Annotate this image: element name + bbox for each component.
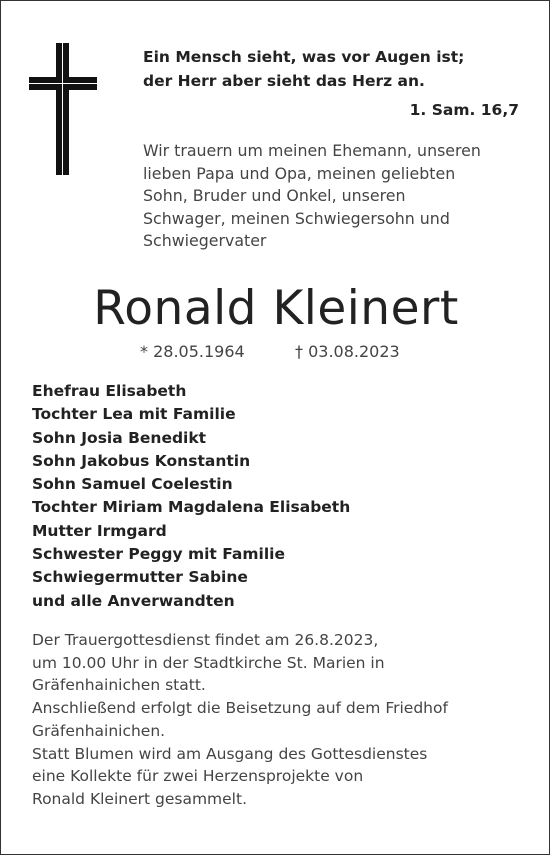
bible-verse [143,45,523,93]
notice-line: Ronald Kleinert gesammelt. [32,789,247,808]
family-member: Tochter Miriam Magdalena Elisabeth [32,498,351,517]
intro-line: lieben Papa und Opa, meinen geliebten [143,163,456,183]
verse-line: Ein Mensch sieht, was vor Augen ist; [143,48,465,66]
intro-line: Schwager, meinen Schwiegersohn und [143,208,450,228]
notice-line: Gräfenhainichen statt. [32,676,206,695]
family-member: Sohn Jakobus Konstantin [32,451,251,470]
birth-date: * 28.05.1964 [140,342,245,361]
notice-line: Statt Blumen wird am Ausgang des Gottesdienstes [32,744,428,763]
family-member: Schwiegermutter Sabine [32,568,248,587]
verse-line: der Herr aber sieht das Herz an. [143,72,425,90]
life-dates [140,342,430,361]
family-list [32,380,532,613]
notice-line: Gräfenhainichen. [32,721,166,740]
cross-icon [29,43,97,175]
deceased-name: Ronald Kleinert [93,281,459,336]
death-date: † 03.08.2023 [295,342,400,361]
family-member: Mutter Irmgard [32,521,167,540]
family-member: Ehefrau Elisabeth [32,382,187,400]
intro-line: Sohn, Bruder und Onkel, unseren [143,186,406,205]
notice-line: eine Kollekte für zwei Herzensprojekte von [32,767,364,786]
notice-line: Der Trauergottesdienst findet am 26.8.2023, [32,631,379,649]
notice-line: um 10.00 Uhr in der Stadtkirche St. Marien in [32,653,385,672]
family-member: Sohn Samuel Coelestin [32,475,233,494]
family-member: Sohn Josia Benedikt [32,428,207,447]
notice-line: Anschließend erfolgt die Beisetzung auf dem Friedhof [32,699,448,718]
service-notice [32,629,532,811]
family-member: Schwester Peggy mit Familie [32,545,285,564]
mourning-intro [143,140,531,253]
intro-line: Wir trauern um meinen Ehemann, unseren [143,141,481,160]
family-member: Tochter Lea mit Familie [32,405,236,424]
verse-reference: 1. Sam. 16,7 [409,101,519,119]
family-member: und alle Anverwandten [32,591,235,610]
intro-line: Schwiegervater [143,231,267,250]
